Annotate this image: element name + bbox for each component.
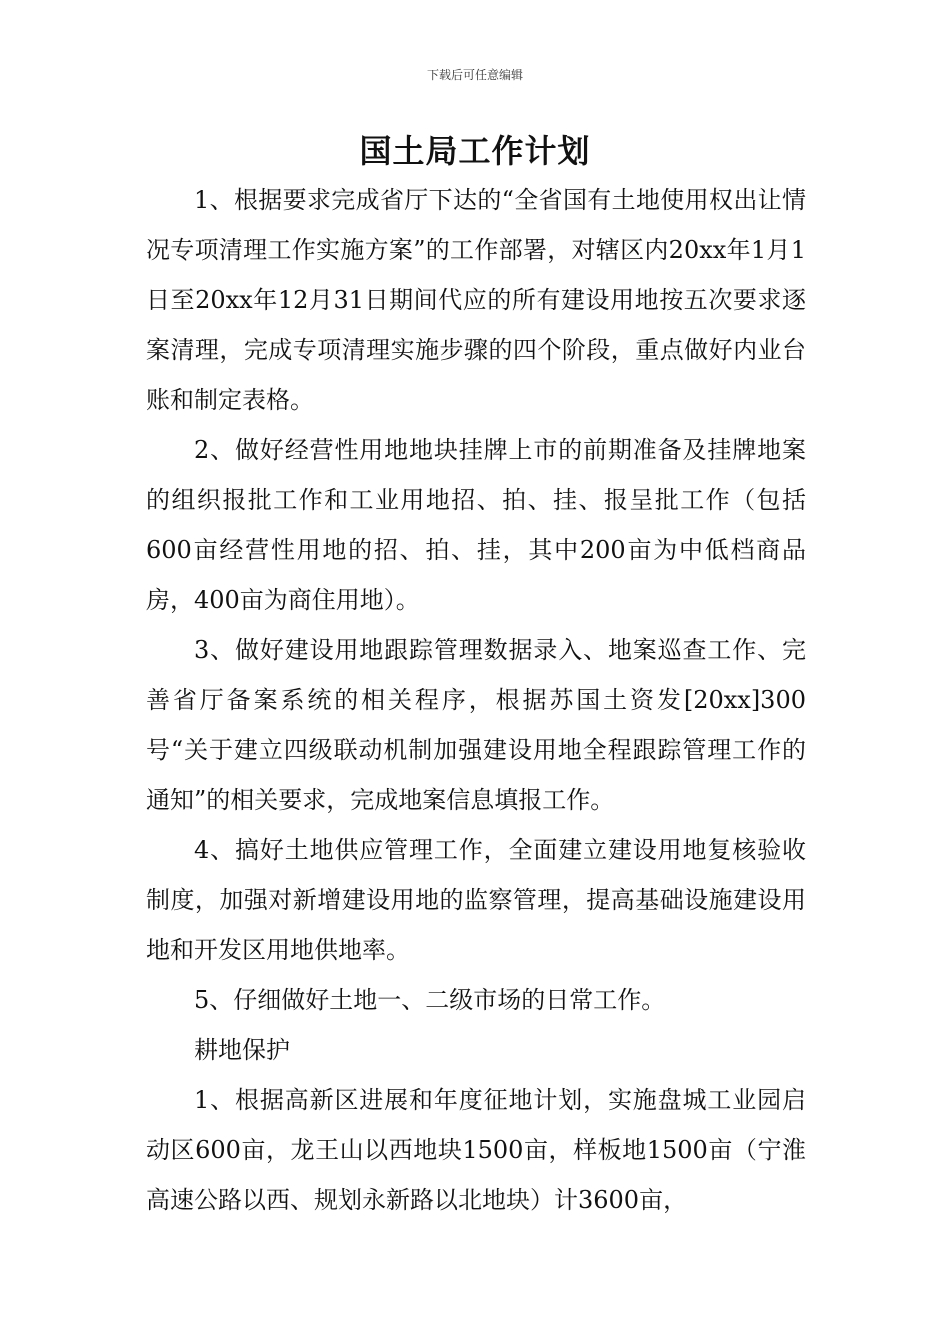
paragraph-2: 2、做好经营性用地地块挂牌上市的前期准备及挂牌地案的组织报批工作和工业用地招、拍、挂、报呈批工作（包括600亩经营性用地的招、拍、挂，其中200亩为中低档商品房，400亩为商住用地）。 xyxy=(146,436,806,614)
paragraph-4: 4、搞好土地供应管理工作，全面建立建设用地复核验收制度，加强对新增建设用地的监察管理，提高基础设施建设用地和开发区用地供地率。 xyxy=(146,836,806,964)
paragraph-5: 5、仔细做好土地一、二级市场的日常工作。 xyxy=(194,986,666,1014)
document-title: 国土局工作计划 xyxy=(359,132,591,170)
header-note: 下载后可任意编辑 xyxy=(426,68,523,82)
paragraph-1: 1、根据要求完成省厅下达的“全省国有土地使用权出让情况专项清理工作实施方案”的工作部署，对辖区内20xx年1月1日至20xx年12月31日期间代应的所有建设用地按五次要求逐案清理，完成专项清理实施步骤的四个阶段，重点做好内业台账和制定表格。 xyxy=(146,186,806,414)
paragraph-6: 1、根据高新区进展和年度征地计划，实施盘城工业园启动区600亩，龙王山以西地块1500亩，样板地1500亩（宁淮高速公路以西、规划永新路以北地块）计3600亩， xyxy=(146,1086,806,1214)
paragraph-3: 3、做好建设用地跟踪管理数据录入、地案巡查工作、完善省厅备案系统的相关程序，根据苏国土资发[20xx]300号“关于建立四级联动机制加强建设用地全程跟踪管理工作的通知”的相关要求，完成地案信息填报工作。 xyxy=(146,636,806,814)
document-body xyxy=(146,175,806,1225)
section-heading-farmland-protection: 耕地保护 xyxy=(194,1036,290,1064)
